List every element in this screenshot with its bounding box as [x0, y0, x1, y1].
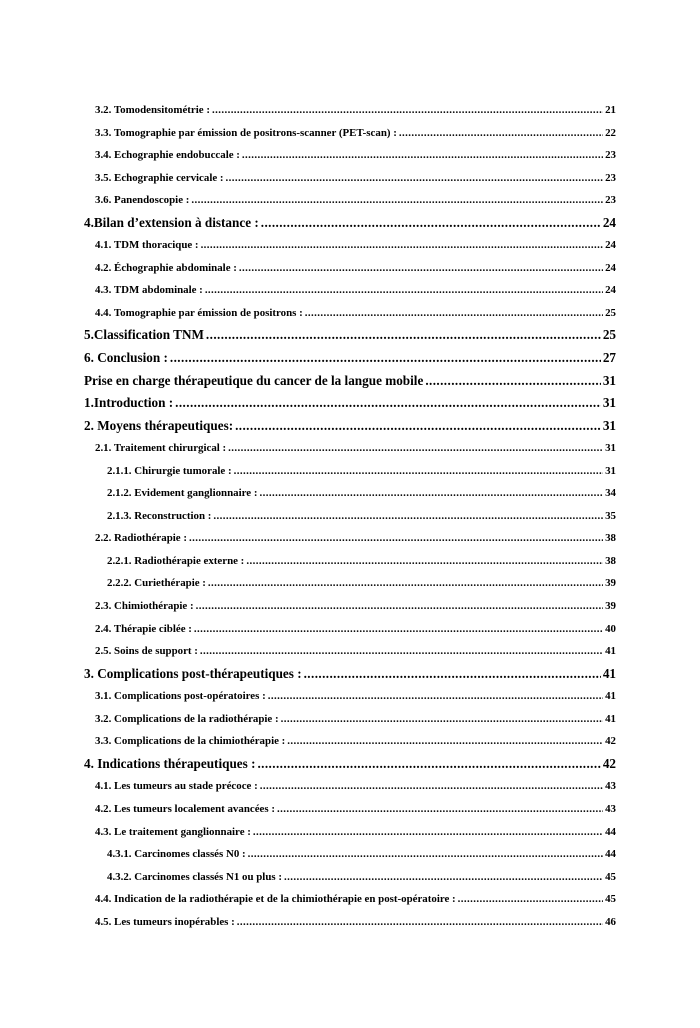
toc-leader-dots — [206, 324, 601, 347]
toc-entry-label: 2.1.3. Reconstruction : — [107, 509, 212, 522]
toc-leader-dots — [235, 415, 601, 438]
toc-entry[interactable] — [84, 460, 616, 483]
toc-leader-dots — [425, 370, 601, 393]
toc-leader-dots — [208, 572, 603, 595]
toc-entry[interactable] — [84, 324, 616, 347]
toc-entry-label: 4.4. Tomographie par émission de positrons : — [95, 306, 303, 319]
toc-leader-dots — [248, 843, 603, 866]
toc-entry-label: 4.2. Échographie abdominale : — [95, 261, 237, 274]
toc-entry-label: 2.3. Chimiothérapie : — [95, 600, 194, 613]
toc-entry[interactable] — [84, 167, 616, 190]
toc-leader-dots — [196, 595, 603, 618]
toc-leader-dots — [287, 730, 603, 753]
toc-entry-label: 3.1. Complications post-opératoires : — [95, 690, 266, 703]
toc-entry[interactable] — [84, 527, 616, 550]
toc-entry-page-number: 31 — [605, 442, 616, 455]
toc-entry-label: Prise en charge thérapeutique du cancer de la langue mobile — [84, 372, 424, 388]
toc-entry-page-number: 41 — [605, 690, 616, 703]
toc-leader-dots — [246, 550, 603, 573]
toc-entry-page-number: 39 — [605, 577, 616, 590]
toc-entry[interactable] — [84, 911, 616, 934]
toc-entry[interactable] — [84, 708, 616, 731]
toc-entry[interactable] — [84, 392, 616, 415]
toc-entry[interactable] — [84, 821, 616, 844]
toc-leader-dots — [458, 888, 603, 911]
toc-entry-page-number: 35 — [605, 509, 616, 522]
toc-entry-label: 4.Bilan d’extension à distance : — [84, 214, 259, 230]
toc-leader-dots — [284, 866, 603, 889]
toc-entry[interactable] — [84, 302, 616, 325]
table-of-contents — [84, 99, 616, 933]
toc-entry-page-number: 42 — [602, 755, 616, 771]
toc-leader-dots — [237, 911, 603, 934]
toc-entry[interactable] — [84, 234, 616, 257]
toc-entry[interactable] — [84, 257, 616, 280]
toc-entry-page-number: 24 — [605, 284, 616, 297]
toc-entry[interactable] — [84, 437, 616, 460]
toc-entry-page-number: 41 — [602, 665, 616, 681]
toc-entry-page-number: 42 — [605, 735, 616, 748]
toc-entry[interactable] — [84, 212, 616, 235]
toc-entry[interactable] — [84, 595, 616, 618]
toc-entry[interactable] — [84, 775, 616, 798]
toc-entry-label: 2.2.1. Radiothérapie externe : — [107, 554, 245, 567]
toc-entry-label: 1.Introduction : — [84, 395, 174, 411]
toc-entry-page-number: 31 — [602, 372, 616, 388]
toc-leader-dots — [305, 302, 603, 325]
toc-entry-page-number: 22 — [605, 126, 616, 139]
toc-entry[interactable] — [84, 798, 616, 821]
toc-entry-page-number: 43 — [605, 780, 616, 793]
toc-entry[interactable] — [84, 347, 616, 370]
toc-entry-page-number: 45 — [605, 870, 616, 883]
toc-entry-label: 6. Conclusion : — [84, 350, 168, 366]
toc-entry[interactable] — [84, 663, 616, 686]
toc-entry-label: 3.4. Echographie endobuccale : — [95, 149, 240, 162]
toc-entry[interactable] — [84, 730, 616, 753]
toc-leader-dots — [253, 821, 603, 844]
toc-entry-label: 2. Moyens thérapeutiques: — [84, 417, 234, 433]
toc-entry-page-number: 41 — [605, 645, 616, 658]
toc-entry-page-number: 25 — [605, 306, 616, 319]
toc-entry-label: 4.1. Les tumeurs au stade précoce : — [95, 780, 258, 793]
toc-entry-page-number: 25 — [602, 327, 616, 343]
toc-entry[interactable] — [84, 685, 616, 708]
toc-leader-dots — [205, 279, 603, 302]
toc-entry[interactable] — [84, 843, 616, 866]
toc-entry-page-number: 31 — [602, 417, 616, 433]
toc-entry-label: 4.3. Le traitement ganglionnaire : — [95, 825, 251, 838]
toc-leader-dots — [194, 618, 603, 641]
toc-leader-dots — [212, 99, 603, 122]
toc-entry-page-number: 27 — [602, 350, 616, 366]
toc-entry[interactable] — [84, 505, 616, 528]
toc-entry-label: 3.2. Complications de la radiothérapie : — [95, 712, 279, 725]
toc-entry-page-number: 21 — [605, 104, 616, 116]
toc-entry-label: 2.5. Soins de support : — [95, 645, 198, 658]
toc-entry-page-number: 34 — [605, 487, 616, 500]
toc-entry[interactable] — [84, 550, 616, 573]
toc-entry-page-number: 38 — [605, 554, 616, 567]
toc-entry[interactable] — [84, 572, 616, 595]
toc-leader-dots — [191, 189, 603, 212]
toc-entry-label: 4.3. TDM abdominale : — [95, 284, 203, 297]
toc-entry-page-number: 23 — [605, 171, 616, 184]
toc-entry-label: 2.2. Radiothérapie : — [95, 532, 187, 545]
toc-entry-label: 4.1. TDM thoracique : — [95, 239, 199, 252]
toc-leader-dots — [257, 753, 600, 776]
toc-entry-label: 5.Classification TNM — [84, 327, 204, 343]
toc-entry-page-number: 39 — [605, 600, 616, 613]
toc-entry-page-number: 24 — [602, 214, 616, 230]
toc-leader-dots — [242, 144, 603, 167]
toc-entry[interactable] — [84, 866, 616, 889]
toc-entry-page-number: 41 — [605, 712, 616, 725]
toc-leader-dots — [228, 437, 603, 460]
toc-entry-page-number: 45 — [605, 893, 616, 906]
toc-leader-dots — [239, 257, 603, 280]
toc-entry-label: 4.3.1. Carcinomes classés N0 : — [107, 848, 246, 861]
toc-entry[interactable] — [84, 415, 616, 438]
toc-entry-label: 4.3.2. Carcinomes classés N1 ou plus : — [107, 870, 282, 883]
toc-entry-page-number: 31 — [605, 464, 616, 477]
toc-entry-label: 2.1. Traitement chirurgical : — [95, 442, 227, 455]
toc-leader-dots — [226, 167, 604, 190]
toc-entry[interactable] — [84, 144, 616, 167]
toc-entry-page-number: 40 — [605, 622, 616, 635]
toc-entry[interactable] — [84, 370, 616, 393]
toc-entry[interactable] — [84, 618, 616, 641]
toc-leader-dots — [234, 460, 603, 483]
toc-entry-label: 2.1.1. Chirurgie tumorale : — [107, 464, 232, 477]
toc-leader-dots — [399, 122, 603, 145]
toc-entry-page-number: 24 — [605, 239, 616, 252]
toc-entry[interactable] — [84, 99, 616, 122]
toc-leader-dots — [281, 708, 603, 731]
toc-entry-label: 4.5. Les tumeurs inopérables : — [95, 915, 235, 928]
toc-entry-page-number: 23 — [605, 194, 616, 207]
toc-entry[interactable] — [84, 753, 616, 776]
toc-entry[interactable] — [84, 482, 616, 505]
toc-leader-dots — [201, 234, 604, 257]
toc-leader-dots — [304, 663, 601, 686]
toc-entry-label: 2.1.2. Evidement ganglionnaire : — [107, 487, 258, 500]
toc-entry-label: 3.2. Tomodensitométrie : — [95, 104, 210, 116]
toc-entry-label: 2.4. Thérapie ciblée : — [95, 622, 192, 635]
toc-entry-label: 4. Indications thérapeutiques : — [84, 755, 256, 771]
toc-entry-label: 3.3. Complications de la chimiothérapie : — [95, 735, 286, 748]
toc-leader-dots — [170, 347, 601, 370]
toc-entry-label: 3.5. Echographie cervicale : — [95, 171, 224, 184]
toc-leader-dots — [213, 505, 603, 528]
toc-leader-dots — [277, 798, 603, 821]
toc-entry-label: 4.4. Indication de la radiothérapie et de la chimiothérapie en post-opératoire : — [95, 893, 456, 906]
toc-entry-page-number: 24 — [605, 261, 616, 274]
toc-entry[interactable] — [84, 640, 616, 663]
toc-entry-label: 3.6. Panendoscopie : — [95, 194, 190, 207]
toc-leader-dots — [261, 212, 601, 235]
toc-entry-page-number: 31 — [602, 395, 616, 411]
toc-leader-dots — [268, 685, 603, 708]
toc-entry-label: 4.2. Les tumeurs localement avancées : — [95, 802, 275, 815]
toc-entry-page-number: 38 — [605, 532, 616, 545]
toc-entry[interactable] — [84, 888, 616, 911]
toc-entry-label: 2.2.2. Curiethérapie : — [107, 577, 206, 590]
toc-entry-page-number: 46 — [605, 915, 616, 928]
toc-entry-label: 3. Complications post-thérapeutiques : — [84, 665, 302, 681]
toc-entry-page-number: 43 — [605, 802, 616, 815]
toc-entry-page-number: 44 — [605, 825, 616, 838]
toc-entry-page-number: 23 — [605, 149, 616, 162]
toc-leader-dots — [200, 640, 603, 663]
toc-entry[interactable] — [84, 189, 616, 212]
toc-entry[interactable] — [84, 279, 616, 302]
toc-entry-label: 3.3. Tomographie par émission de positrons-scanner (PET-scan) : — [95, 126, 397, 139]
toc-entry-page-number: 44 — [605, 848, 616, 861]
toc-leader-dots — [175, 392, 601, 415]
toc-leader-dots — [189, 527, 603, 550]
toc-entry[interactable] — [84, 122, 616, 145]
toc-leader-dots — [259, 482, 603, 505]
toc-leader-dots — [260, 775, 603, 798]
